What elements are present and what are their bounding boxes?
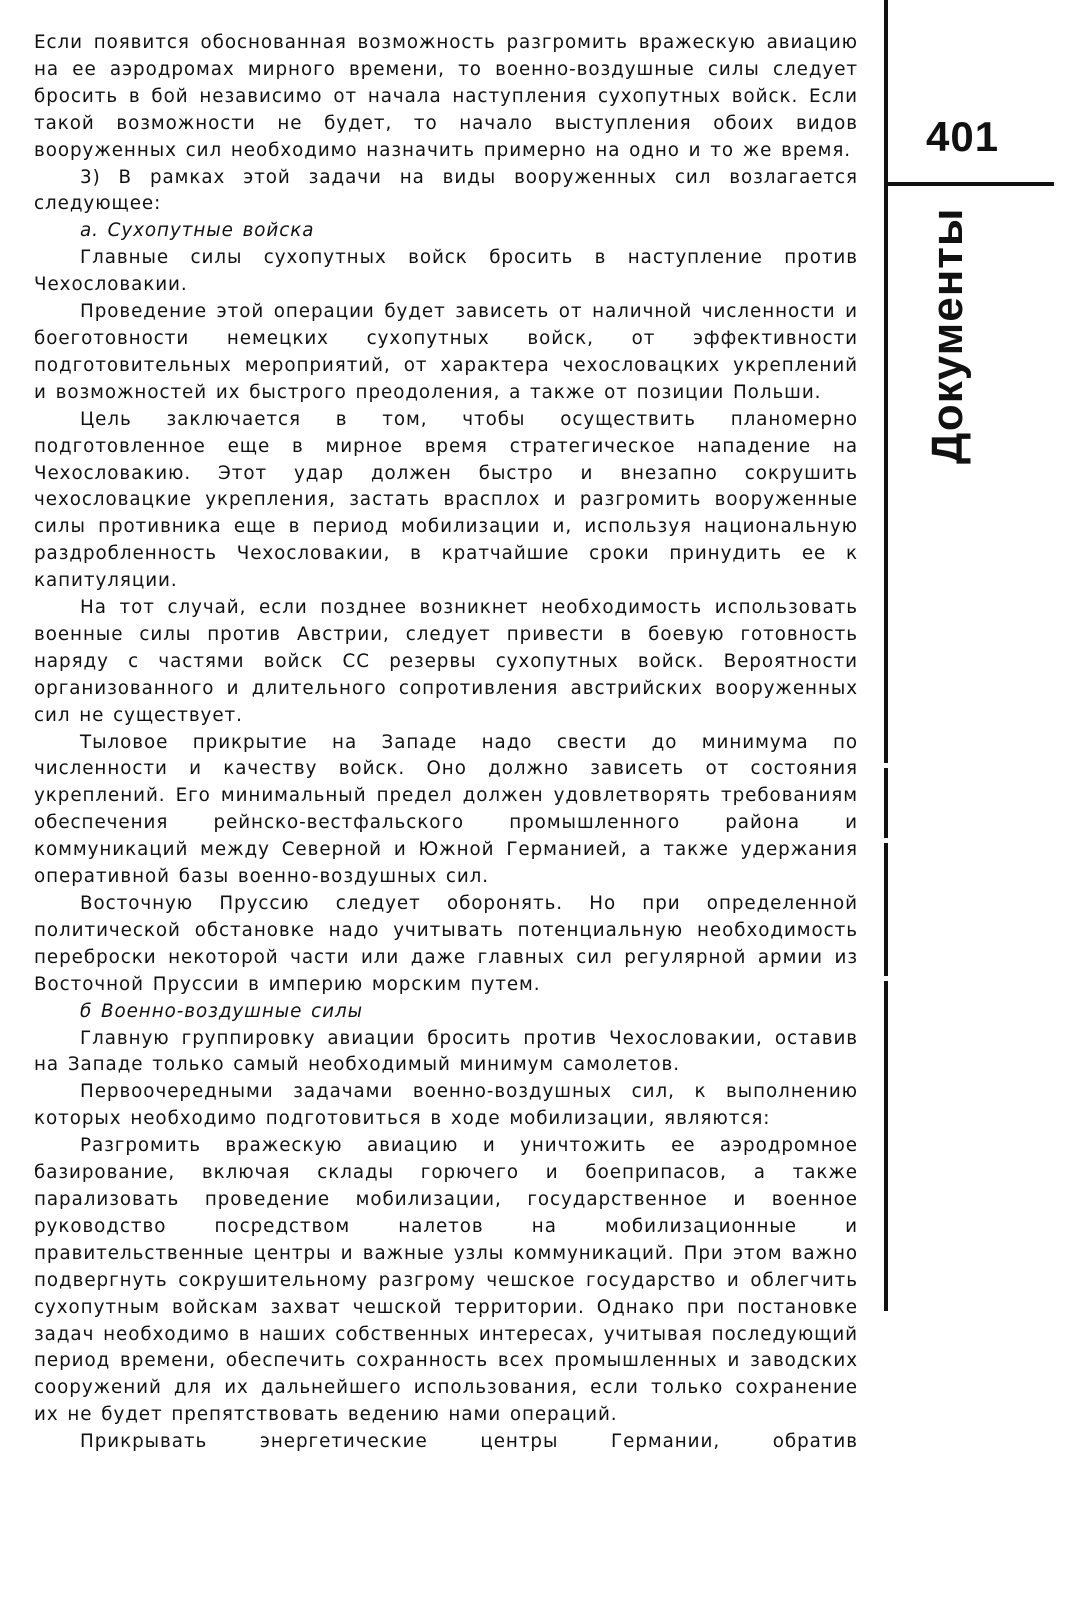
paragraph-destroy-aviation: Разгромить вражескую авиацию и уничтожить ее аэродромное базирование, включая склады горючего и боеприпасов, а также парализовать проведение мобилизации, государственное и военное руководство посредством налетов на мобилизационные и правительственные центры и важные узлы коммуникаций. При этом важно подвергнуть сокрушительному разгрому чешское государство и облегчить сухопутным войскам захват чешской территории. Однако при постановке задач необходимо в наших собственных интересах, учитывая последующий период времени, обеспечить сохранность всех промышленных и заводских сооружений для их дальнейшего использования, если только сохранение их не будет препятствовать ведению нами операций.	[34, 1135, 858, 1426]
section-label: Документы	[923, 207, 972, 464]
margin-rule-vertical-segment	[884, 981, 888, 1311]
subheading-ground-forces: а. Сухопутные войска	[80, 220, 315, 242]
paragraph-energy-centers: Прикрывать энергетические центры Германии, обратив	[80, 1431, 858, 1453]
margin-rule-vertical	[884, 0, 888, 763]
paragraph-western-cover: Тыловое прикрытие на Западе надо свести до минимума по численности и качеству войск. Оно должно зависеть от состояния укреплений. Его минимальный предел должен удовлетворять требованиям обеспечения рейнско-вестфальского промышленного района и коммуникаций между Северной и Южной Германией, а также удержания оперативной базы военно-воздушных сил.	[34, 731, 858, 888]
paragraph-main-aviation: Главную группировку авиации бросить против Чехословакии, оставив на Западе только самый необходимый минимум самолетов.	[34, 1027, 858, 1076]
paragraph-austria: На тот случай, если позднее возникнет необходимость использовать военные силы против Австрии, следует привести в боевую готовность наряду с частями войск СС резервы сухопутных войск. Вероятности организованного и длительного сопротивления австрийских вооруженных сил не существует.	[34, 597, 858, 726]
paragraph-main-ground-forces: Главные силы сухопутных войск бросить в наступление против Чехословакии.	[34, 247, 858, 296]
page-number: 401	[926, 113, 1000, 160]
subheading-air-force: б Военно-воздушные силы	[80, 1000, 363, 1022]
margin-rule-vertical-segment	[884, 843, 888, 976]
paragraph-air-force-strike: Если появится обоснованная возможность разгромить вражескую авиацию на ее аэродромах мирного времени, то военно-воздушные силы следует бросить в бой независимо от начала наступления сухопутных войск. Если такой возможности не будет, то начало выступления обоих видов вооруженных сил необходимо назначить примерно на одно и то же время.	[34, 32, 858, 161]
paragraph-task-3: 3) В рамках этой задачи на виды вооруженных сил возлагается следующее:	[34, 166, 858, 215]
paragraph-operation-conditions: Проведение этой операции будет зависеть от наличной численности и боеготовности немецких сухопутных войск, от эффективности подготовительных мероприятий, от характера чехословацких укреплений и возможностей их быстрого преодоления, а также от позиции Польши.	[34, 301, 858, 403]
document-body-text	[34, 30, 858, 1456]
paragraph-goal: Цель заключается в том, чтобы осуществить планомерно подготовленное еще в мирное время стратегическое нападение на Чехословакию. Этот удар должен быстро и внезапно сокрушить чехословацкие укрепления, застать врасплох и разгромить вооруженные силы противника еще в период мобилизации и, используя национальную раздробленность Чехословакии, в кратчайшие сроки принудить ее к капитуляции.	[34, 408, 858, 592]
margin-rule-vertical-segment	[884, 768, 888, 838]
paragraph-east-prussia: Восточную Пруссию следует оборонять. Но при определенной политической обстановке надо учитывать потенциальную необходимость переброски некоторой части или даже главных сил регулярной армии из Восточной Пруссии в империю морским путем.	[34, 893, 858, 995]
paragraph-priority-tasks: Первоочередными задачами военно-воздушных сил, к выполнению которых необходимо подготовиться в ходе мобилизации, являются:	[34, 1081, 858, 1130]
margin-rule-horizontal	[884, 182, 1054, 186]
